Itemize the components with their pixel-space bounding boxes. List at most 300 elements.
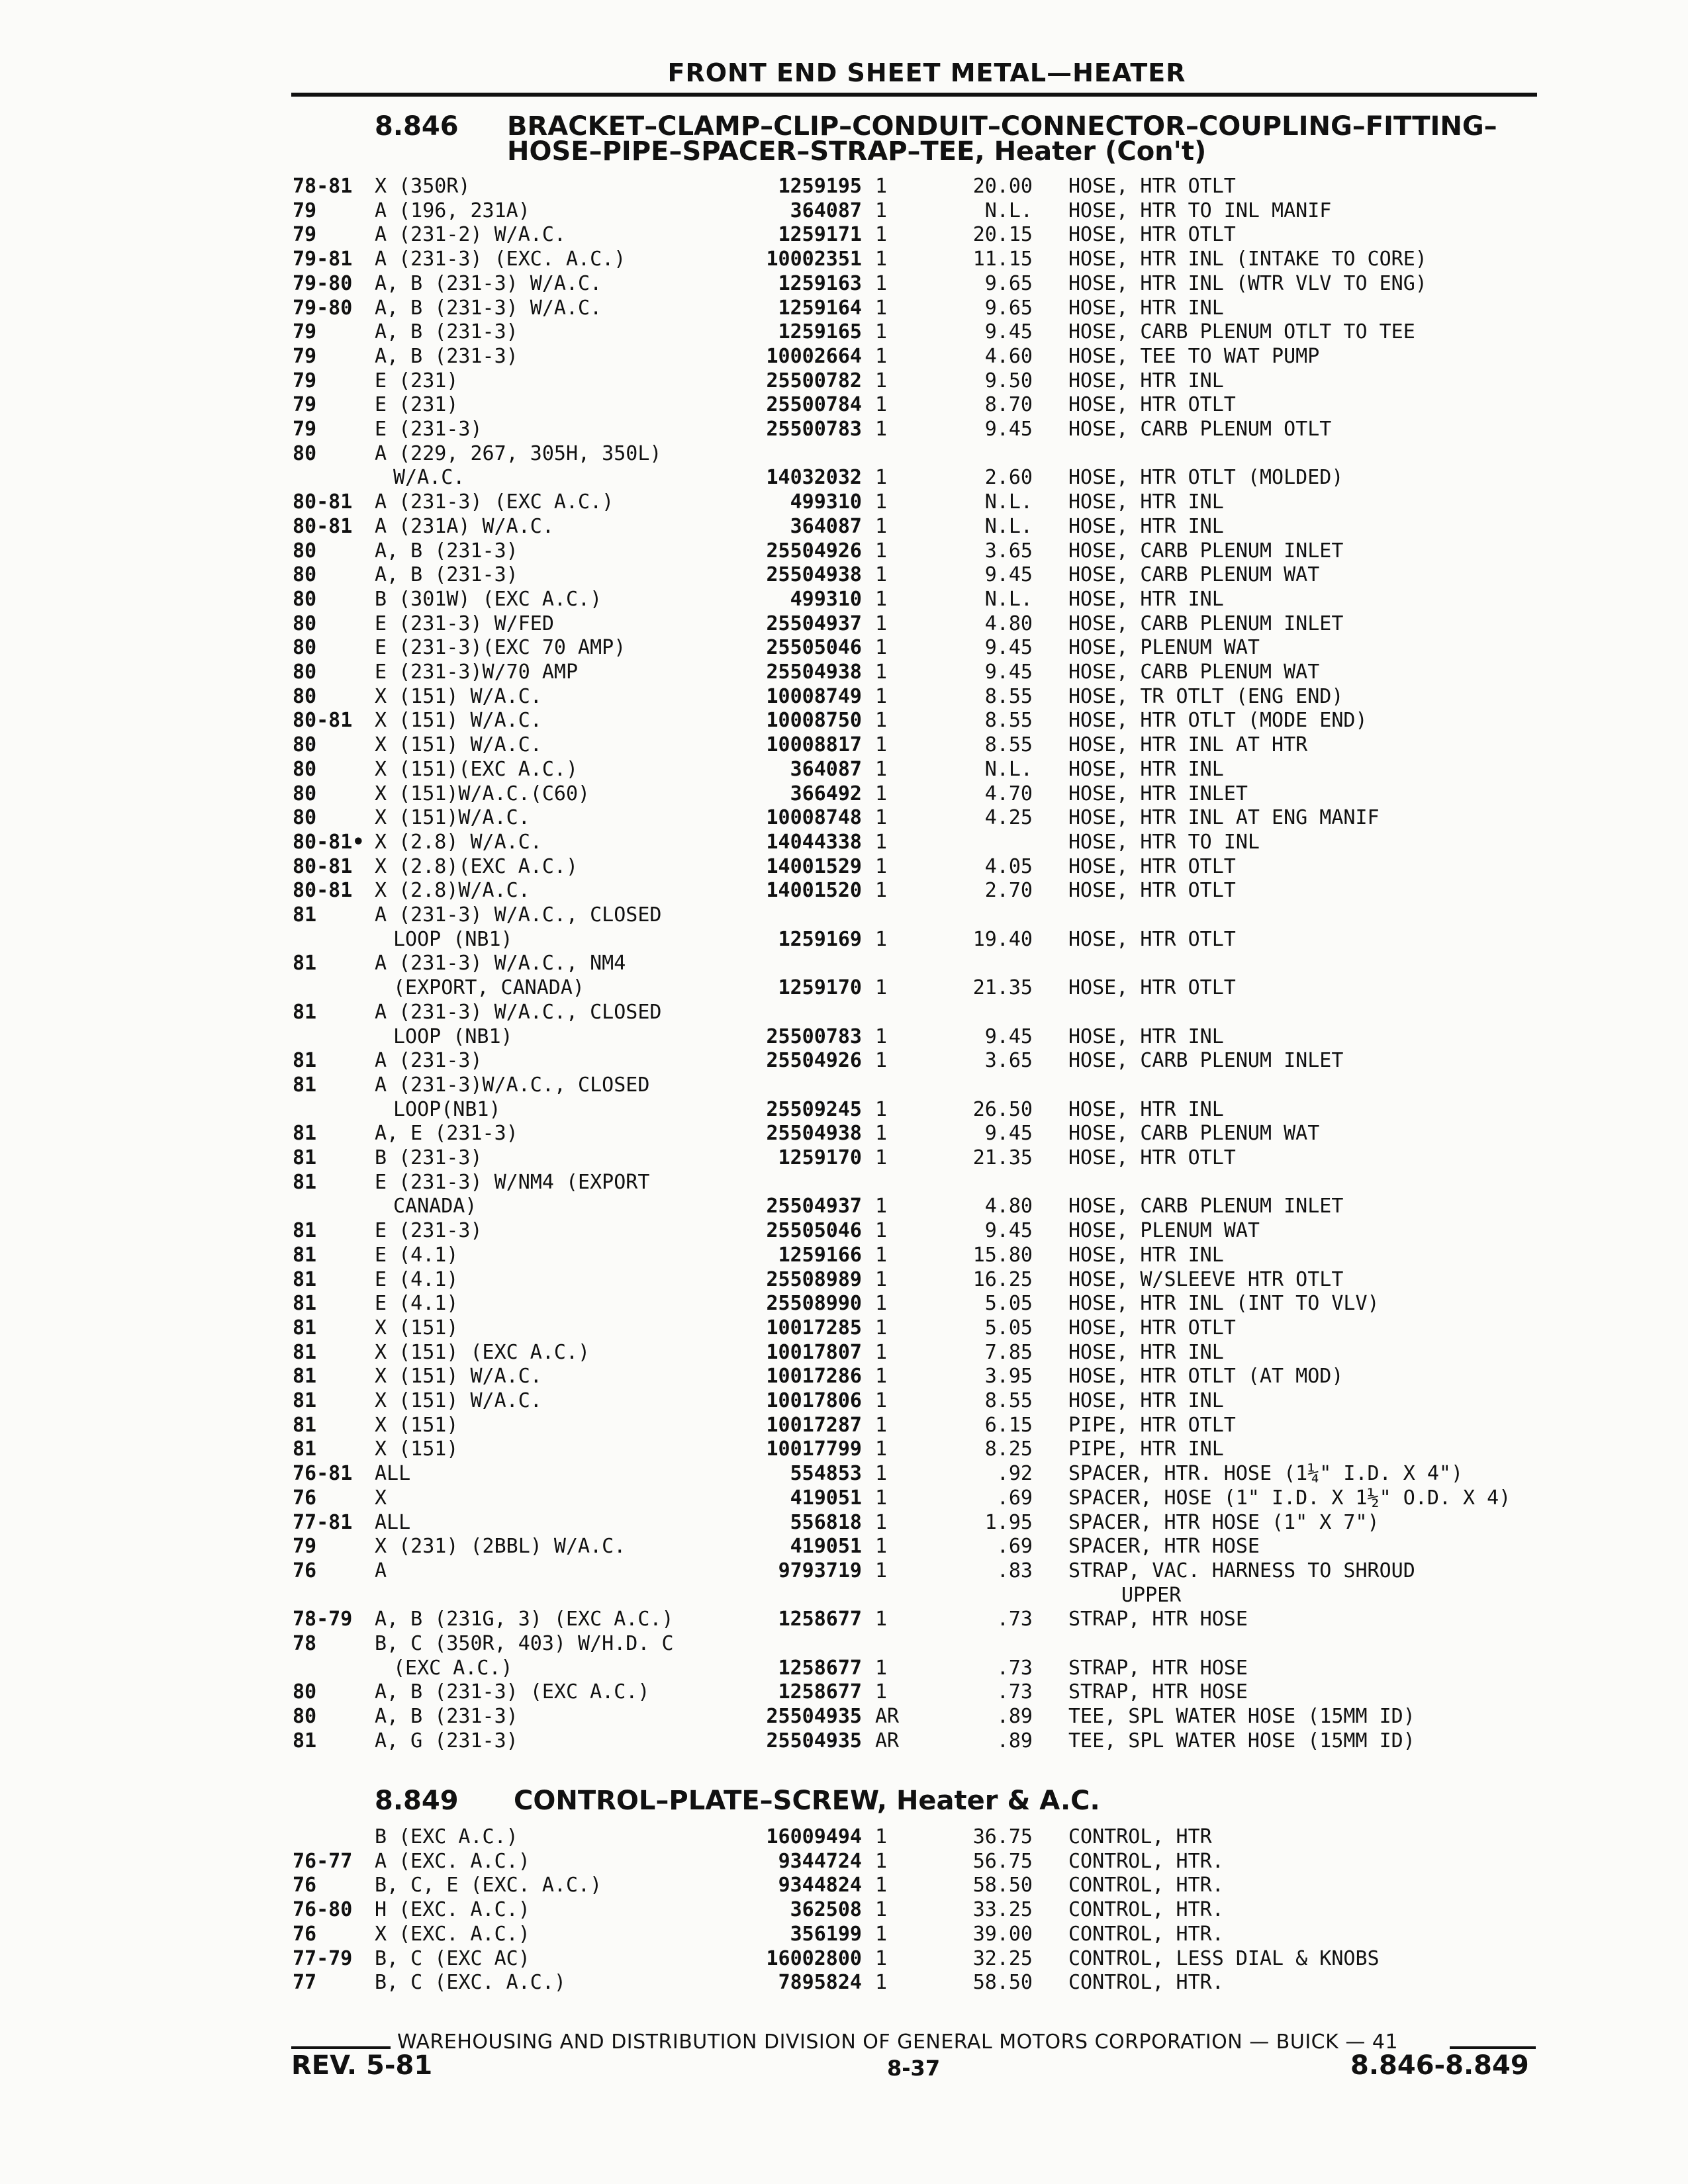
quantity-cell: AR (875, 1729, 900, 1752)
table-row (0, 1511, 1688, 1535)
price-cell: 39.00 (972, 1922, 1033, 1946)
part-number-cell: 366492 (790, 782, 862, 805)
price-cell: 9.45 (984, 636, 1033, 660)
description-cell: STRAP, HTR HOSE (1068, 1656, 1248, 1680)
price-cell: 8.55 (984, 1389, 1033, 1412)
description-cell: HOSE, CARB PLENUM OTLT TO TEE (1068, 320, 1415, 344)
description-cell: HOSE, HTR INL (1068, 1389, 1224, 1412)
application-cell: X (151) (375, 1413, 459, 1437)
table-row (0, 199, 1688, 223)
description-cell: HOSE, CARB PLENUM WAT (1068, 563, 1320, 587)
footer-page-number: 8-37 (887, 2056, 941, 2081)
part-number-cell: 1259170 (778, 976, 862, 1000)
description-cell: STRAP, HTR HOSE (1068, 1608, 1248, 1631)
table-row (0, 1341, 1688, 1365)
quantity-cell: 1 (875, 782, 888, 805)
description-cell: HOSE, PLENUM WAT (1068, 636, 1260, 660)
part-number-cell: 1259195 (778, 175, 862, 198)
application-cell: X (2.8)(EXC A.C.) (375, 854, 579, 878)
part-number-cell: 1259163 (778, 271, 862, 295)
application-cell: B, C (EXC. A.C.) (375, 1971, 566, 1995)
description-cell: HOSE, CARB PLENUM INLET (1068, 1195, 1344, 1218)
table-row (0, 733, 1688, 757)
description-cell: HOSE, HTR INL (1068, 757, 1224, 781)
description-cell: CONTROL, LESS DIAL & KNOBS (1068, 1946, 1380, 1970)
year-cell: 79 (293, 1535, 317, 1559)
year-cell: 80 (293, 563, 317, 587)
year-cell: 80 (293, 782, 317, 805)
application-cell: X (151)W/A.C.(C60) (375, 782, 590, 805)
table-row (0, 442, 1688, 466)
year-cell: 79 (293, 320, 317, 344)
table-row (0, 758, 1688, 782)
quantity-cell: 1 (875, 733, 888, 757)
quantity-cell: 1 (875, 806, 888, 830)
table-row (0, 1025, 1688, 1049)
quantity-cell: 1 (875, 1874, 888, 1897)
table-row (0, 1316, 1688, 1340)
price-cell: .92 (996, 1462, 1033, 1486)
description-cell: HOSE, HTR INL (INT TO VLV) (1068, 1292, 1380, 1316)
application-cell: A (231A) W/A.C. (375, 514, 554, 538)
quantity-cell: 1 (875, 418, 888, 441)
part-number-cell: 9344824 (778, 1874, 862, 1897)
quantity-cell: 1 (875, 1608, 888, 1631)
part-number-cell: 10008817 (766, 733, 862, 757)
application-cell: E (4.1) (375, 1267, 459, 1291)
section-number: 8.846 (375, 111, 459, 142)
price-cell: 20.00 (972, 175, 1033, 198)
quantity-cell: 1 (875, 1389, 888, 1412)
table-row (0, 1001, 1688, 1024)
year-cell: 80 (293, 539, 317, 563)
description-cell: HOSE, HTR OTLT (1068, 393, 1236, 417)
part-number-cell: 364087 (790, 757, 862, 781)
year-cell: 81 (293, 1146, 317, 1169)
application-cell: A, B (231-3) (375, 1705, 518, 1729)
application-cell: A (EXC. A.C.) (375, 1849, 530, 1873)
section-title: CONTROL–PLATE–SCREW, Heater & A.C. (514, 1786, 1100, 1816)
price-cell: 8.55 (984, 684, 1033, 708)
table-row (0, 660, 1688, 684)
header-rule (291, 93, 1537, 97)
price-cell: 9.45 (984, 1024, 1033, 1048)
quantity-cell: 1 (875, 1922, 888, 1946)
description-cell: HOSE, CARB PLENUM INLET (1068, 1049, 1344, 1073)
table-row (0, 1462, 1688, 1486)
quantity-cell: 1 (875, 1971, 888, 1995)
price-cell: .73 (996, 1608, 1033, 1631)
application-cell: X (2.8)W/A.C. (375, 879, 530, 903)
application-cell: A, E (231-3) (375, 1122, 518, 1146)
price-cell: 2.70 (984, 879, 1033, 903)
quantity-cell: 1 (875, 1365, 888, 1388)
price-cell: 9.45 (984, 418, 1033, 441)
part-number-cell: 25508990 (766, 1292, 862, 1316)
part-number-cell: 16009494 (766, 1825, 862, 1848)
year-cell: 81 (293, 1267, 317, 1291)
footer-range: 8.846-8.849 (1350, 2050, 1529, 2081)
application-cell: A (231-3) (EXC A.C.) (375, 490, 614, 514)
year-cell: 79 (293, 223, 317, 247)
part-number-cell: 25504938 (766, 1122, 862, 1146)
part-number-cell: 25508989 (766, 1267, 862, 1291)
price-cell: 8.70 (984, 393, 1033, 417)
price-cell: N.L. (984, 490, 1033, 514)
price-cell: 8.55 (984, 733, 1033, 757)
description-cell: HOSE, HTR OTLT (1068, 1146, 1236, 1169)
footer-division: WAREHOUSING AND DISTRIBUTION DIVISION OF GENERAL MOTORS CORPORATION — BUICK — 41 (397, 2030, 1399, 2054)
quantity-cell: 1 (875, 369, 888, 392)
application-cell: X (151)(EXC A.C.) (375, 757, 579, 781)
year-cell: 80-81 (293, 854, 353, 878)
year-cell: 80 (293, 612, 317, 635)
table-row (0, 976, 1688, 1000)
application-cell: E (231-3)W/70 AMP (375, 660, 579, 684)
quantity-cell: 1 (875, 927, 888, 951)
description-cell: PIPE, HTR OTLT (1068, 1413, 1236, 1437)
application-cell: E (231-3)(EXC 70 AMP) (375, 636, 626, 660)
part-number-cell: 10008749 (766, 684, 862, 708)
quantity-cell: 1 (875, 1656, 888, 1680)
table-row (0, 418, 1688, 441)
year-cell: 79-81 (293, 248, 353, 271)
quantity-cell: 1 (875, 1340, 888, 1364)
quantity-cell: 1 (875, 1146, 888, 1169)
application-cell: X (375, 1486, 387, 1510)
application-cell: A, B (231-3) (EXC A.C.) (375, 1680, 650, 1704)
part-number-cell: 9344724 (778, 1849, 862, 1873)
table-row (0, 1608, 1688, 1631)
price-cell: 9.45 (984, 320, 1033, 344)
part-number-cell: 9793719 (778, 1559, 862, 1582)
description-cell: HOSE, HTR OTLT (AT MOD) (1068, 1365, 1344, 1388)
table-row (0, 903, 1688, 927)
year-cell: 78-81 (293, 175, 353, 198)
application-cell: A (231-3) (EXC. A.C.) (375, 248, 626, 271)
year-cell: 81 (293, 1170, 317, 1194)
year-cell: 77 (293, 1971, 317, 1995)
description-cell: CONTROL, HTR. (1068, 1849, 1224, 1873)
footer-revision: REV. 5-81 (291, 2050, 433, 2081)
table-row (0, 369, 1688, 393)
part-number-cell: 1258677 (778, 1680, 862, 1704)
price-cell: 15.80 (972, 1243, 1033, 1267)
quantity-cell: 1 (875, 1195, 888, 1218)
table-row (0, 563, 1688, 587)
table-row (0, 490, 1688, 514)
table-row (0, 1898, 1688, 1922)
description-cell: HOSE, HTR INL (1068, 490, 1224, 514)
part-number-cell: 1259164 (778, 296, 862, 320)
price-cell: 9.65 (984, 271, 1033, 295)
year-cell: 80-81 (293, 709, 353, 733)
quantity-cell: 1 (875, 563, 888, 587)
table-row (0, 248, 1688, 271)
application-cell: E (231-3) (375, 418, 483, 441)
table-row (0, 1923, 1688, 1946)
part-number-cell: 25504926 (766, 1049, 862, 1073)
quantity-cell: 1 (875, 320, 888, 344)
price-cell: N.L. (984, 757, 1033, 781)
application-cell: LOOP(NB1) (393, 1097, 501, 1121)
price-cell: .89 (996, 1705, 1033, 1729)
year-cell: 77-79 (293, 1946, 353, 1970)
quantity-cell: 1 (875, 1024, 888, 1048)
year-cell: 81 (293, 1389, 317, 1412)
quantity-cell: 1 (875, 1486, 888, 1510)
part-number-cell: 10008748 (766, 806, 862, 830)
price-cell: 3.65 (984, 539, 1033, 563)
description-cell: HOSE, HTR OTLT (1068, 175, 1236, 198)
price-cell: 1.95 (984, 1510, 1033, 1534)
table-row (0, 1171, 1688, 1195)
quantity-cell: 1 (875, 1437, 888, 1461)
year-cell: 80 (293, 733, 317, 757)
part-number-cell: 25504938 (766, 563, 862, 587)
price-cell: 9.45 (984, 660, 1033, 684)
quantity-cell: 1 (875, 1535, 888, 1559)
part-number-cell: 10002351 (766, 248, 862, 271)
table-row (0, 1971, 1688, 1995)
price-cell: .83 (996, 1559, 1033, 1582)
table-row (0, 1244, 1688, 1267)
table-row (0, 831, 1688, 854)
price-cell: 4.60 (984, 344, 1033, 368)
application-cell: B, C (EXC AC) (375, 1946, 530, 1970)
application-cell: A (229, 267, 305H, 350L) (375, 441, 662, 465)
table-row (0, 272, 1688, 296)
year-cell: 80 (293, 1705, 317, 1729)
price-cell: 58.50 (972, 1874, 1033, 1897)
description-cell: HOSE, HTR OTLT (1068, 879, 1236, 903)
application-cell: B (301W) (EXC A.C.) (375, 587, 602, 611)
quantity-cell: 1 (875, 1510, 888, 1534)
year-cell: 81 (293, 1292, 317, 1316)
description-cell: HOSE, HTR OTLT (1068, 1316, 1236, 1340)
application-cell: A (231-3) (375, 1049, 483, 1073)
table-row (0, 1268, 1688, 1292)
application-cell: (EXPORT, CANADA) (393, 976, 585, 1000)
price-cell: 3.95 (984, 1365, 1033, 1388)
section-title-line: BRACKET–CLAMP–CLIP–CONDUIT–CONNECTOR–COUPLING–FITTING– (507, 111, 1497, 142)
table-row (0, 1947, 1688, 1971)
quantity-cell: 1 (875, 490, 888, 514)
description-cell: STRAP, VAC. HARNESS TO SHROUD (1068, 1559, 1415, 1582)
application-cell: X (151) (EXC A.C.) (375, 1340, 590, 1364)
description-cell: HOSE, PLENUM WAT (1068, 1219, 1260, 1243)
table-row (0, 1219, 1688, 1243)
year-cell: 78 (293, 1632, 317, 1655)
application-cell: A, B (231-3) (375, 563, 518, 587)
price-cell: .73 (996, 1656, 1033, 1680)
description-cell: HOSE, HTR INL AT HTR (1068, 733, 1308, 757)
quantity-cell: 1 (875, 514, 888, 538)
application-cell: E (231-3) W/FED (375, 612, 554, 635)
price-cell: 4.80 (984, 1195, 1033, 1218)
part-number-cell: 25504926 (766, 539, 862, 563)
description-cell: HOSE, HTR INL AT ENG MANIF (1068, 806, 1380, 830)
price-cell: 32.25 (972, 1946, 1033, 1970)
section-number: 8.849 (375, 1786, 459, 1816)
section-title (507, 111, 1497, 167)
description-cell: HOSE, CARB PLENUM WAT (1068, 1122, 1320, 1146)
quantity-cell: 1 (875, 539, 888, 563)
year-cell: 80 (293, 441, 317, 465)
table-row (0, 1049, 1688, 1073)
price-cell: 36.75 (972, 1825, 1033, 1848)
table-row (0, 685, 1688, 709)
quantity-cell: 1 (875, 248, 888, 271)
description-cell: HOSE, HTR OTLT (MODE END) (1068, 709, 1368, 733)
table-row (0, 928, 1688, 952)
description-cell: HOSE, CARB PLENUM WAT (1068, 660, 1320, 684)
year-cell: 81 (293, 1316, 317, 1340)
description-cell: HOSE, HTR INL (1068, 514, 1224, 538)
quantity-cell: 1 (875, 854, 888, 878)
section-title-line: HOSE–PIPE–SPACER–STRAP–TEE, Heater (Con't) (507, 136, 1207, 167)
description-cell: HOSE, HTR OTLT (1068, 976, 1236, 1000)
footer-rule-left (291, 2046, 391, 2049)
year-cell: 81 (293, 1073, 317, 1097)
description-cell: HOSE, HTR INL (1068, 1243, 1224, 1267)
quantity-cell: 1 (875, 709, 888, 733)
quantity-cell: 1 (875, 1898, 888, 1922)
table-row (0, 539, 1688, 563)
application-cell: B, C, E (EXC. A.C.) (375, 1874, 602, 1897)
part-number-cell: 25504935 (766, 1705, 862, 1729)
price-cell: 33.25 (972, 1898, 1033, 1922)
year-cell: 79 (293, 369, 317, 392)
year-cell: 81 (293, 1219, 317, 1243)
quantity-cell: 1 (875, 1243, 888, 1267)
part-number-cell: 1259166 (778, 1243, 862, 1267)
description-cell: CONTROL, HTR (1068, 1825, 1212, 1848)
table-row (0, 1680, 1688, 1704)
description-cell: HOSE, HTR INL (1068, 1024, 1224, 1048)
quantity-cell: 1 (875, 1267, 888, 1291)
price-cell: 3.65 (984, 1049, 1033, 1073)
table-row (0, 636, 1688, 660)
year-cell: 81 (293, 1243, 317, 1267)
year-cell: 81 (293, 1340, 317, 1364)
quantity-cell: 1 (875, 684, 888, 708)
part-number-cell: 14044338 (766, 830, 862, 854)
price-cell: 56.75 (972, 1849, 1033, 1873)
description-cell: HOSE, CARB PLENUM INLET (1068, 539, 1344, 563)
application-cell: B (231-3) (375, 1146, 483, 1169)
part-number-cell: 1258677 (778, 1608, 862, 1631)
table-row (0, 1486, 1688, 1510)
price-cell: .69 (996, 1486, 1033, 1510)
table-row (0, 1874, 1688, 1897)
table-row (0, 1195, 1688, 1218)
description-cell: TEE, SPL WATER HOSE (15MM ID) (1068, 1705, 1415, 1729)
application-cell: B (EXC A.C.) (375, 1825, 518, 1848)
description-cell: HOSE, HTR OTLT (1068, 854, 1236, 878)
part-number-cell: 25509245 (766, 1097, 862, 1121)
price-cell: 16.25 (972, 1267, 1033, 1291)
description-cell: HOSE, HTR INL (1068, 587, 1224, 611)
table-row (0, 466, 1688, 490)
year-cell: 81 (293, 1729, 317, 1752)
description-cell: HOSE, HTR INL (1068, 369, 1224, 392)
description-cell: HOSE, HTR OTLT (MOLDED) (1068, 466, 1344, 490)
description-cell: HOSE, HTR OTLT (1068, 927, 1236, 951)
table-row (0, 1705, 1688, 1729)
table-row (0, 223, 1688, 247)
part-number-cell: 25500783 (766, 1024, 862, 1048)
part-number-cell: 364087 (790, 514, 862, 538)
table-row (0, 1729, 1688, 1753)
application-cell: ALL (375, 1510, 411, 1534)
quantity-cell: 1 (875, 1292, 888, 1316)
description-cell: HOSE, HTR INLET (1068, 782, 1248, 805)
year-cell: 80-81• (293, 830, 365, 854)
price-cell: 5.05 (984, 1292, 1033, 1316)
description-cell: HOSE, HTR INL (INTAKE TO CORE) (1068, 248, 1427, 271)
table-row (0, 1389, 1688, 1413)
table-row (0, 855, 1688, 879)
year-cell: 80 (293, 1680, 317, 1704)
table-row (0, 612, 1688, 636)
price-cell: 21.35 (972, 976, 1033, 1000)
table-row (0, 588, 1688, 612)
application-cell: A, B (231-3) W/A.C. (375, 296, 602, 320)
price-cell: N.L. (984, 514, 1033, 538)
year-cell: 76-81 (293, 1462, 353, 1486)
description-cell: UPPER (1121, 1583, 1182, 1607)
quantity-cell: 1 (875, 612, 888, 635)
application-cell: X (231) (2BBL) W/A.C. (375, 1535, 626, 1559)
quantity-cell: AR (875, 1705, 900, 1729)
year-cell: 79 (293, 344, 317, 368)
year-cell: 79-80 (293, 271, 353, 295)
description-cell: HOSE, TEE TO WAT PUMP (1068, 344, 1320, 368)
application-cell: X (151) W/A.C. (375, 684, 542, 708)
price-cell: 6.15 (984, 1413, 1033, 1437)
quantity-cell: 1 (875, 879, 888, 903)
quantity-cell: 1 (875, 757, 888, 781)
quantity-cell: 1 (875, 1219, 888, 1243)
application-cell: A (231-3) W/A.C., NM4 (375, 952, 626, 976)
quantity-cell: 1 (875, 1462, 888, 1486)
year-cell: 80 (293, 684, 317, 708)
price-cell: 8.55 (984, 709, 1033, 733)
application-cell: A, B (231-3) (375, 344, 518, 368)
application-cell: X (151) W/A.C. (375, 709, 542, 733)
table-row (0, 296, 1688, 320)
year-cell: 80-81 (293, 490, 353, 514)
year-cell: 80 (293, 806, 317, 830)
application-cell: W/A.C. (393, 466, 465, 490)
quantity-cell: 1 (875, 1097, 888, 1121)
part-number-cell: 356199 (790, 1922, 862, 1946)
part-number-cell: 10017286 (766, 1365, 862, 1388)
application-cell: A (231-3)W/A.C., CLOSED (375, 1073, 650, 1097)
quantity-cell: 1 (875, 344, 888, 368)
table-row (0, 1559, 1688, 1583)
price-cell: .89 (996, 1729, 1033, 1752)
quantity-cell: 1 (875, 636, 888, 660)
year-cell: 80 (293, 660, 317, 684)
part-number-cell: 10002664 (766, 344, 862, 368)
application-cell: E (231) (375, 393, 459, 417)
description-cell: SPACER, HOSE (1" I.D. X 1½" O.D. X 4) (1068, 1486, 1511, 1510)
part-number-cell: 364087 (790, 199, 862, 222)
price-cell: 58.50 (972, 1971, 1033, 1995)
year-cell: 81 (293, 1049, 317, 1073)
